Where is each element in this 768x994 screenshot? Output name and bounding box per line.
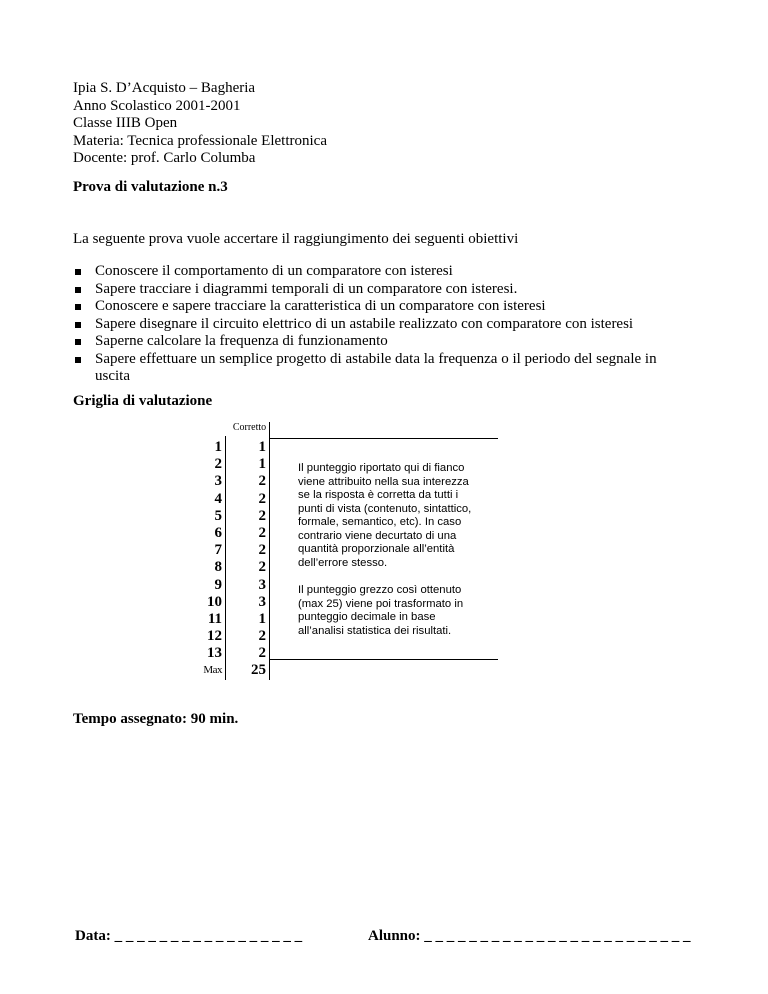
objective-text: Conoscere e sapere tracciare la caratteristica di un comparatore con isteresi [95, 298, 546, 314]
grid-row [172, 508, 272, 526]
grid-max-value: 25 [251, 662, 266, 678]
question-score: 1 [258, 611, 266, 627]
question-number: 9 [214, 576, 222, 593]
teacher: Docente: prof. Carlo Columba [73, 150, 256, 166]
question-score: 1 [258, 456, 266, 473]
objective-text: Sapere disegnare il circuito elettrico di un astabile realizzato con comparatore con isteresi [95, 315, 634, 332]
objective-item [73, 316, 657, 334]
question-score: 2 [258, 645, 266, 662]
assigned-time: Tempo assegnato: 90 min. [73, 711, 239, 727]
objective-item [73, 263, 657, 281]
objective-item [73, 281, 657, 299]
question-score: 2 [258, 628, 266, 645]
subject: Materia: Tecnica professionale Elettronica [73, 132, 327, 149]
student-name-field[interactable]: Alunno: _ _ _ _ _ _ _ _ _ _ _ _ _ _ _ _ _ _ _ _ _ _ _ _ [368, 928, 691, 944]
square-bullet-icon [75, 339, 81, 345]
objective-item [73, 298, 657, 316]
question-number: 8 [214, 559, 222, 576]
grid-max-row [172, 662, 272, 680]
square-bullet-icon [75, 304, 81, 310]
grid-row [172, 473, 272, 491]
grid-row [172, 611, 272, 629]
note-paragraph-1: Il punteggio riportato qui di fianco viene attribuito nella sua interezza se la risposta è corretta da tutti i punti di vista (contenuto, sintattico, formale, semantico, etc). In caso contrario viene decurtato di una quantità proporzionale all’entità dell’errore stesso. [298, 462, 472, 569]
grid-column-header: Corretto [232, 422, 267, 433]
question-number: 3 [214, 473, 222, 490]
question-number: 5 [214, 507, 222, 524]
objective-text: Sapere effettuare un semplice progetto di astabile data la frequenza o il periodo del segnale in [95, 350, 657, 367]
objectives-list [73, 263, 657, 386]
intro-text: La seguente prova vuole accertare il raggiungimento dei seguenti obiettivi [73, 231, 519, 247]
question-score: 2 [258, 559, 266, 576]
square-bullet-icon [75, 269, 81, 275]
test-title: Prova di valutazione n.3 [73, 179, 228, 195]
grid-row [172, 439, 272, 457]
class-name: Classe IIIB Open [73, 115, 178, 131]
question-number: 4 [214, 490, 222, 507]
square-bullet-icon [75, 287, 81, 293]
question-score: 1 [258, 439, 266, 455]
grid-note [298, 462, 498, 652]
question-number: 2 [214, 456, 222, 473]
objective-text: Sapere tracciare i diagrammi temporali di un comparatore con isteresi. [95, 280, 518, 297]
objective-text: Saperne calcolare la frequenza di funzionamento [95, 333, 388, 349]
question-score: 3 [258, 593, 266, 610]
grid-row [172, 594, 272, 612]
grid-title: Griglia di valutazione [73, 393, 213, 409]
question-score: 2 [258, 525, 266, 541]
school-name: Ipia S. D’Acquisto – Bagheria [73, 80, 256, 96]
question-number: 13 [207, 645, 222, 662]
question-number: 10 [207, 593, 222, 610]
school-header [73, 80, 327, 168]
question-score: 2 [258, 507, 266, 524]
grid-row [172, 525, 272, 543]
question-score: 3 [258, 576, 266, 593]
question-number: 11 [207, 611, 222, 627]
square-bullet-icon [75, 357, 81, 363]
grid-row [172, 628, 272, 646]
question-number: 6 [214, 525, 222, 541]
question-number: 1 [214, 439, 222, 455]
date-field[interactable]: Data: _ _ _ _ _ _ _ _ _ _ _ _ _ _ _ _ _ [75, 928, 303, 944]
grid-right-rule [269, 422, 270, 680]
objective-item [73, 351, 657, 386]
grid-row [172, 456, 272, 474]
question-score: 2 [258, 542, 266, 559]
question-score: 2 [258, 490, 266, 507]
question-number: 12 [207, 628, 222, 645]
grid-row [172, 491, 272, 509]
square-bullet-icon [75, 322, 81, 328]
school-year: Anno Scolastico 2001-2001 [73, 97, 241, 114]
question-number: 7 [214, 542, 222, 559]
objective-text-continued: uscita [95, 368, 130, 384]
grid-row [172, 542, 272, 560]
grid-row [172, 577, 272, 595]
grid-row [172, 559, 272, 577]
grid-row [172, 645, 272, 663]
grid-bottom-rule [269, 659, 498, 660]
grid-max-label: Max [203, 664, 222, 676]
objective-text: Conoscere il comportamento di un comparatore con isteresi [95, 263, 453, 279]
note-paragraph-2: Il punteggio grezzo così ottenuto (max 25) viene poi trasformato in punteggio decimale in base all’analisi statistica dei risultati. [298, 584, 464, 637]
question-score: 2 [258, 473, 266, 490]
grid-top-rule [269, 438, 498, 439]
grid-left-rule [225, 436, 226, 680]
objective-item [73, 333, 657, 351]
